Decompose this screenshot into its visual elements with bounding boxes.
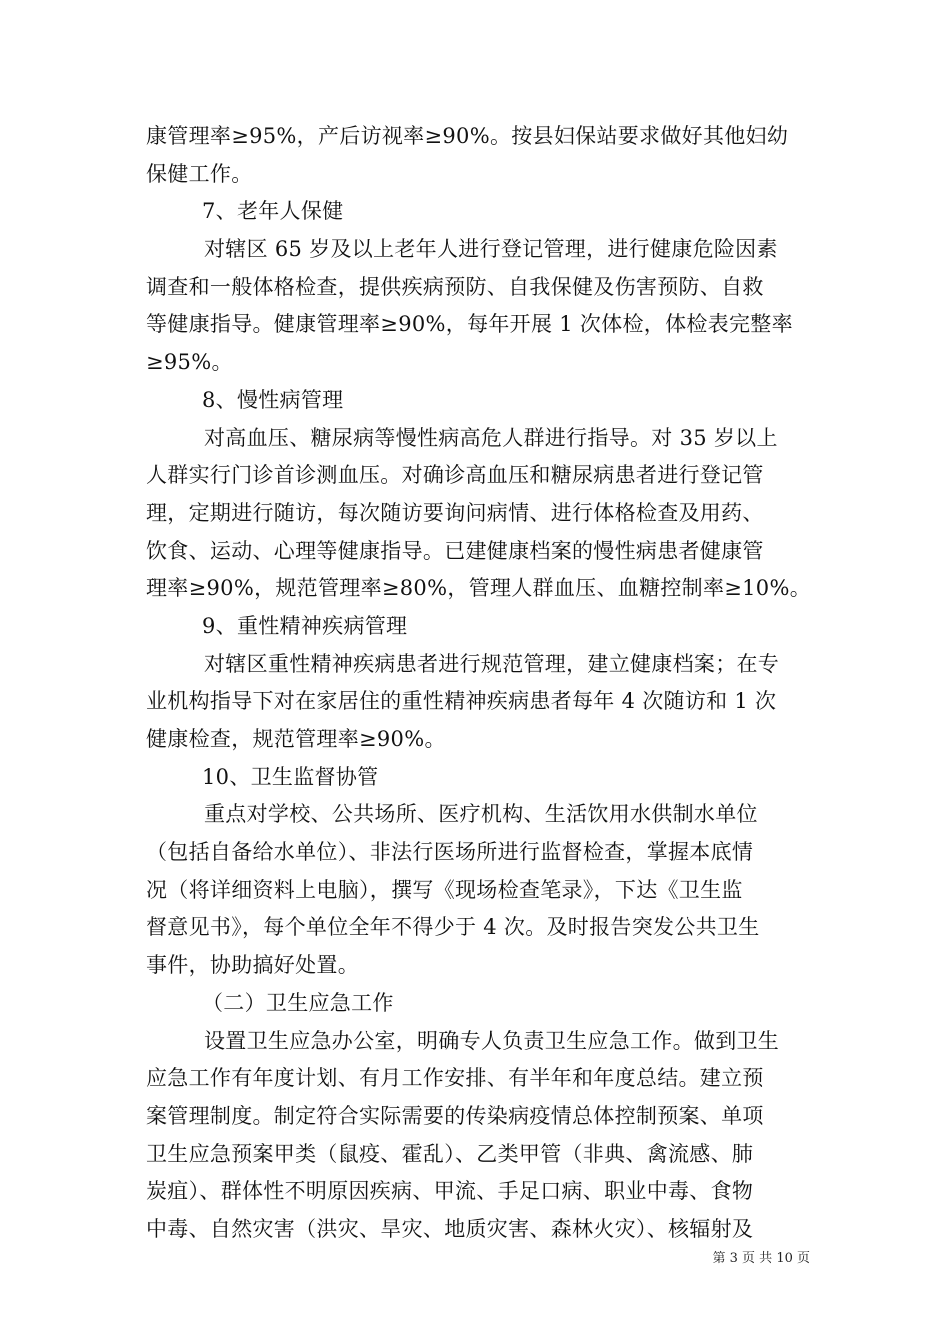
text-line: 设置卫生应急办公室，明确专人负责卫生应急工作。做到卫生: [204, 1028, 780, 1053]
text-line: 理，定期进行随访，每次随访要询问病情、进行体格检查及用药、: [146, 500, 764, 525]
text-line: 健康检查，规范管理率≥90%。: [146, 727, 446, 751]
text-line: 理率≥90%，规范管理率≥80%，管理人群血压、血糖控制率≥10%。: [146, 576, 812, 601]
text-line: 事件，协助搞好处置。: [146, 953, 359, 978]
text-line: ≥95%。: [146, 350, 233, 375]
text-line: 案管理制度。制定符合实际需要的传染病疫情总体控制预案、单项: [146, 1103, 764, 1128]
text-line: 保健工作。: [146, 161, 253, 186]
text-line: 对辖区重性精神疾病患者进行规范管理，建立健康档案；在专: [204, 651, 780, 676]
text-line: 督意见书》，每个单位全年不得少于 4 次。及时报告突发公共卫生: [146, 915, 760, 940]
text-line: 中毒、自然灾害（洪灾、旱灾、地质灾害、森林火灾）、核辐射及: [146, 1216, 754, 1241]
text-line: 饮食、运动、心理等健康指导。已建健康档案的慢性病患者健康管: [146, 538, 764, 563]
text-line: 对辖区 65 岁及以上老年人进行登记管理，进行健康危险因素: [204, 237, 778, 262]
text-line: 对高血压、糖尿病等慢性病高危人群进行指导。对 35 岁以上: [204, 425, 778, 450]
section-heading: 7、老年人保健: [202, 199, 344, 224]
text-line: （包括自备给水单位）、非法行医场所进行监督检查，掌握本底情: [146, 840, 754, 865]
text-line: 调查和一般体格检查，提供疾病预防、自我保健及伤害预防、自救: [146, 274, 764, 299]
section-heading: （二）卫生应急工作: [202, 990, 394, 1015]
section-heading: 10、卫生监督协管: [202, 764, 379, 789]
text-line: 等健康指导。健康管理率≥90%，每年开展 1 次体检，体检表完整率: [146, 312, 793, 337]
page-number: 第 3 页 共 10 页: [712, 1251, 810, 1266]
text-line: 重点对学校、公共场所、医疗机构、生活饮用水供制水单位: [204, 802, 758, 827]
text-line: 业机构指导下对在家居住的重性精神疾病患者每年 4 次随访和 1 次: [146, 689, 777, 714]
text-line: 应急工作有年度计划、有月工作安排、有半年和年度总结。建立预: [146, 1066, 764, 1091]
text-line: 况（将详细资料上电脑），撰写《现场检查笔录》，下达《卫生监: [146, 877, 743, 902]
section-heading: 8、慢性病管理: [202, 387, 344, 412]
text-line: 炭疽）、群体性不明原因疾病、甲流、手足口病、职业中毒、食物: [146, 1179, 754, 1204]
section-heading: 9、重性精神疾病管理: [202, 613, 408, 638]
text-line: 卫生应急预案甲类（鼠疫、霍乱）、乙类甲管（非典、禽流感、肺: [146, 1141, 754, 1166]
text-line: 人群实行门诊首诊测血压。对确诊高血压和糖尿病患者进行登记管: [146, 463, 764, 488]
document-body: [146, 118, 810, 1249]
text-line: 康管理率≥95%，产后访视率≥90%。按县妇保站要求做好其他妇幼: [146, 124, 789, 148]
